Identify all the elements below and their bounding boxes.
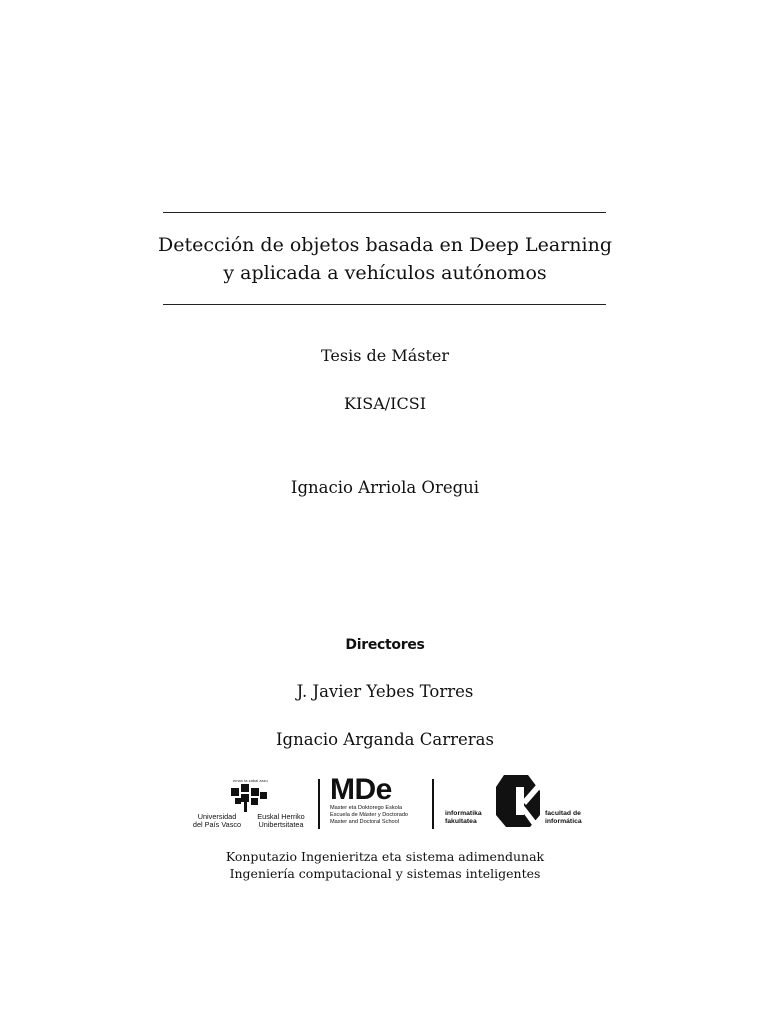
facultad-de-informatica: facultad de informática (545, 810, 582, 825)
mde-line-3: Master and Doctoral School (330, 819, 400, 825)
title-bottom-rule (163, 304, 606, 305)
director-name-2: Ignacio Arganda Carreras (276, 730, 494, 749)
upv-tree-icon (229, 784, 269, 812)
mde-logo (330, 775, 436, 826)
title-top-rule (163, 212, 606, 213)
informatika-fakultatea: informatika fakultatea (445, 810, 482, 825)
mde-line-1: Master eta Doktorego Eskola (330, 805, 403, 811)
upv-tagline: eman ta zabal zazu (233, 778, 268, 783)
thesis-title (0, 231, 770, 287)
mde-logo-text: MDe (330, 773, 392, 806)
director-name-1: J. Javier Yebes Torres (296, 682, 474, 701)
author-name: Ignacio Arriola Oregui (290, 478, 480, 497)
program-description (0, 848, 770, 882)
title-line-2: y aplicada a vehículos autónomos (223, 262, 547, 284)
program-description-es: Ingeniería computacional y sistemas inteligentes (229, 866, 541, 881)
informatica-faculty-icon (494, 775, 542, 827)
mde-line-2: Escuela de Máster y Doctorado (330, 812, 409, 818)
upv-name-eu: Euskal Herriko Unibertsitatea (257, 812, 305, 829)
logo-divider-1 (318, 779, 320, 829)
logo-divider-2 (432, 779, 434, 829)
upv-logo (187, 775, 313, 831)
program-name: KISA/ICSI (343, 394, 427, 413)
upv-name-es: Universidad del País Vasco (192, 812, 242, 829)
institution-logos (187, 775, 589, 835)
thesis-type: Tesis de Máster (321, 346, 449, 365)
title-line-1: Detección de objetos basada en Deep Learning (157, 234, 612, 256)
program-description-eu: Konputazio Ingenieritza eta sistema adimendunak (225, 849, 545, 864)
directors-heading: Directores (345, 637, 425, 653)
informatica-logo (445, 775, 589, 833)
